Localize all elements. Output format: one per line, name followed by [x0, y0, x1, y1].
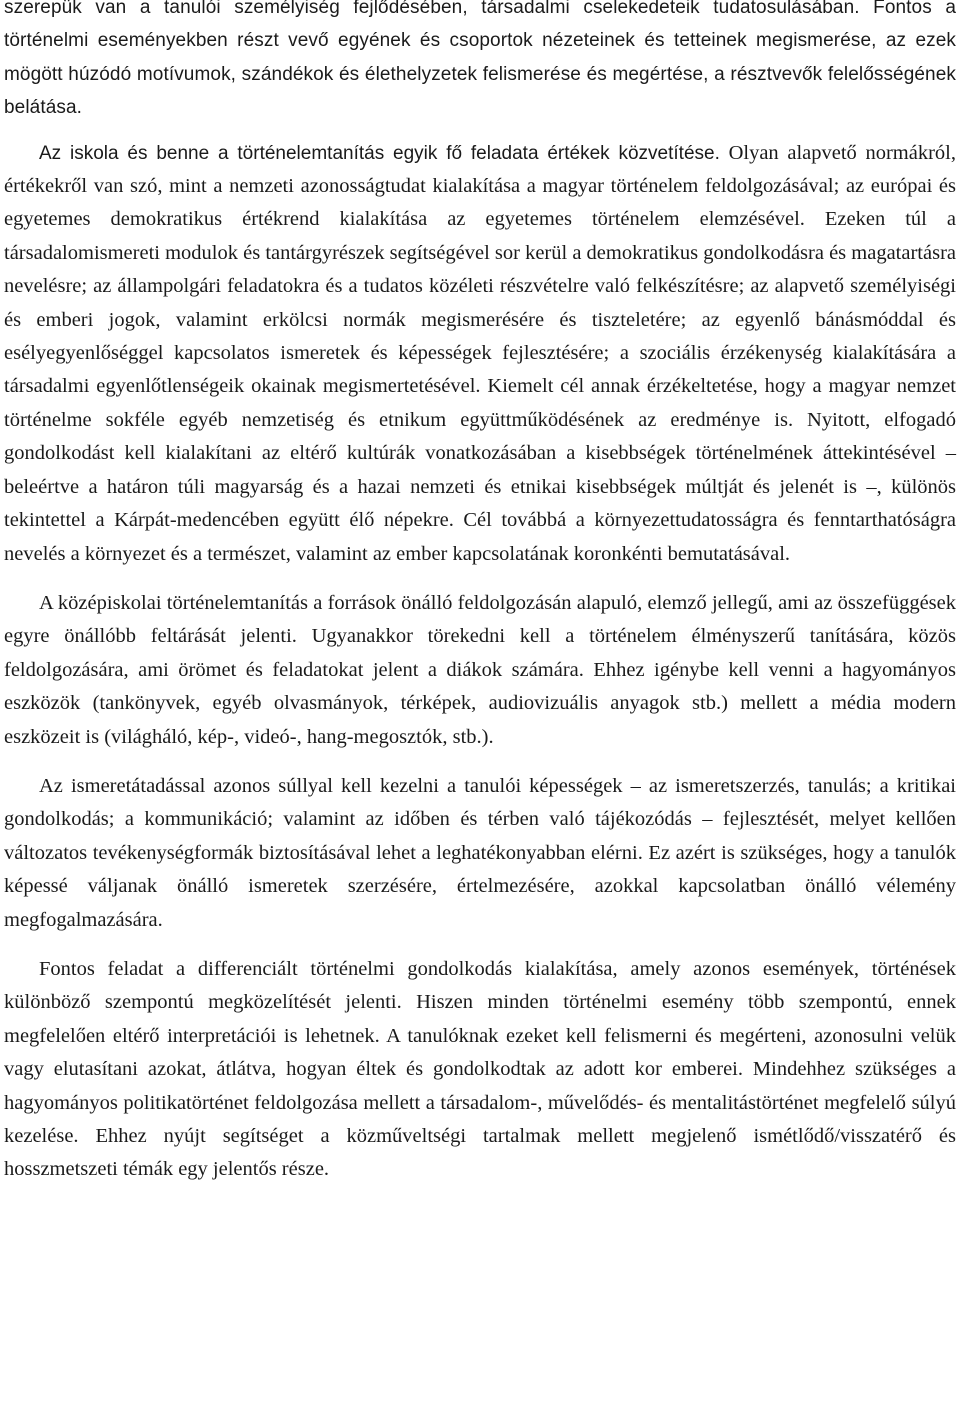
- paragraph-1: szerepük van a tanulói személyiség fejlődésében, társadalmi cselekedeteik tudatosulásában. Fontos a történelmi eseményekben részt vevő egyének és csoportok nézeteinek és tetteinek megismerése, az ezek mögött húzódó motívumok, szándékok és élethelyzetek felismerése és megértése, a résztvevők felelősségének belátása.: [4, 0, 956, 119]
- paragraph-3: A középiskolai történelemtanítás a források önálló feldolgozásán alapuló, elemző jellegű, ami az összefüggések egyre önállóbb feltárását jelenti. Ugyanakkor törekedni kell a történelem élményszerű tanítására, közös feldolgozására, ami örömet és feladatokat jelent a diákok számára. Ehhez igénybe kell venni a hagyományos eszközök (tankönyvek, egyéb olvasmányok, térképek, audiovizuális anyagok stb.) mellett a média modern eszközeit is (világháló, kép-, videó-, hang-megosztók, stb.).: [4, 591, 956, 748]
- paragraph-5: Fontos feladat a differenciált történelmi gondolkodás kialakítása, amely azonos események, történések különböző szempontú megközelítését jelenti. Hiszen minden történelmi esemény több szempontú, ennek megfelelően eltérő interpretációi is lehetnek. A tanulóknak ezeket kell felismerni és megérteni, azonosulni velük vagy elutasítani azokat, átlátva, hogyan éltek és gondolkodtak az adott kor emberei. Mindehhez szükséges a hagyományos politikatörténet feldolgozása mellett a társadalom-, művelődés- és mentalitástörténet megfelelő súlyú kezelése. Ehhez nyújt segítséget a közműveltségi tartalmak mellett megjelenő ismétlődő/visszatérő és hosszmetszeti témák egy jelentős része.: [4, 957, 956, 1181]
- paragraph-2-body: Olyan alapvető normákról, értékekről van szó, mint a nemzeti azonosságtudat kialakítása a magyar történelem feldolgozásával; az európai és egyetemes demokratikus értékrend kialakítása az egyetemes történelem elemzésével. Ezeken túl a társadalomismereti modulok és tantárgyrészek segítségével sor kerül a demokratikus gondolkodásra és magatartásra nevelésre; az állampolgári feladatokra és a tudatos közéleti részvételre való felkészítésre; az alapvető személyiségi és emberi jogok, valamint erkölcsi normák megismerésére és tiszteletére; az egyenlő bánásmóddal és esélyegyenlőséggel kapcsolatos ismeretek és képességek fejlesztésére; a szociális érzékenység kialakítására a társadalmi egyenlőtlenségeik okainak megismertetésével. Kiemelt cél annak érzékeltetése, hogy a magyar nemzet történelme sokféle egyéb nemzetiség és etnikum együttműködésének az eredménye is. Nyitott, elfogadó gondolkodást kell kialakítani az eltérő kultúrák vonatkozásában a kisebbségek történelmének áttekintésével – beleértve a határon túli magyarság és a hazai nemzeti és etnikai kisebbségek múltját és jelenét is –, különös tekintettel a Kárpát-medencében együtt élő népekre. Cél továbbá a környezettudatosságra és fenntarthatóságra nevelés a környezet és a természet, valamint az ember kapcsolatának koronkénti bemutatásával.: [4, 141, 956, 565]
- paragraph-2-lead: Az iskola és benne a történelemtanítás egyik fő feladata értékek közvetítése.: [39, 142, 720, 164]
- document-page: [4, 0, 956, 1187]
- paragraph-2: [4, 137, 956, 571]
- paragraph-4: Az ismeretátadással azonos súllyal kell kezelni a tanulói képességek – az ismeretszerzés, tanulás; a kritikai gondolkodás; a kommunikáció; valamint az időben és térben való tájékozódás – fejlesztését, melyet kellően változatos tevékenységformák biztosításával lehet a leghatékonyabban elérni. Ez azért is szükséges, hogy a tanulók képessé váljanak önálló ismeretek szerzésére, értelmezésére, azokkal kapcsolatban önálló vélemény megfogalmazására.: [4, 774, 956, 931]
